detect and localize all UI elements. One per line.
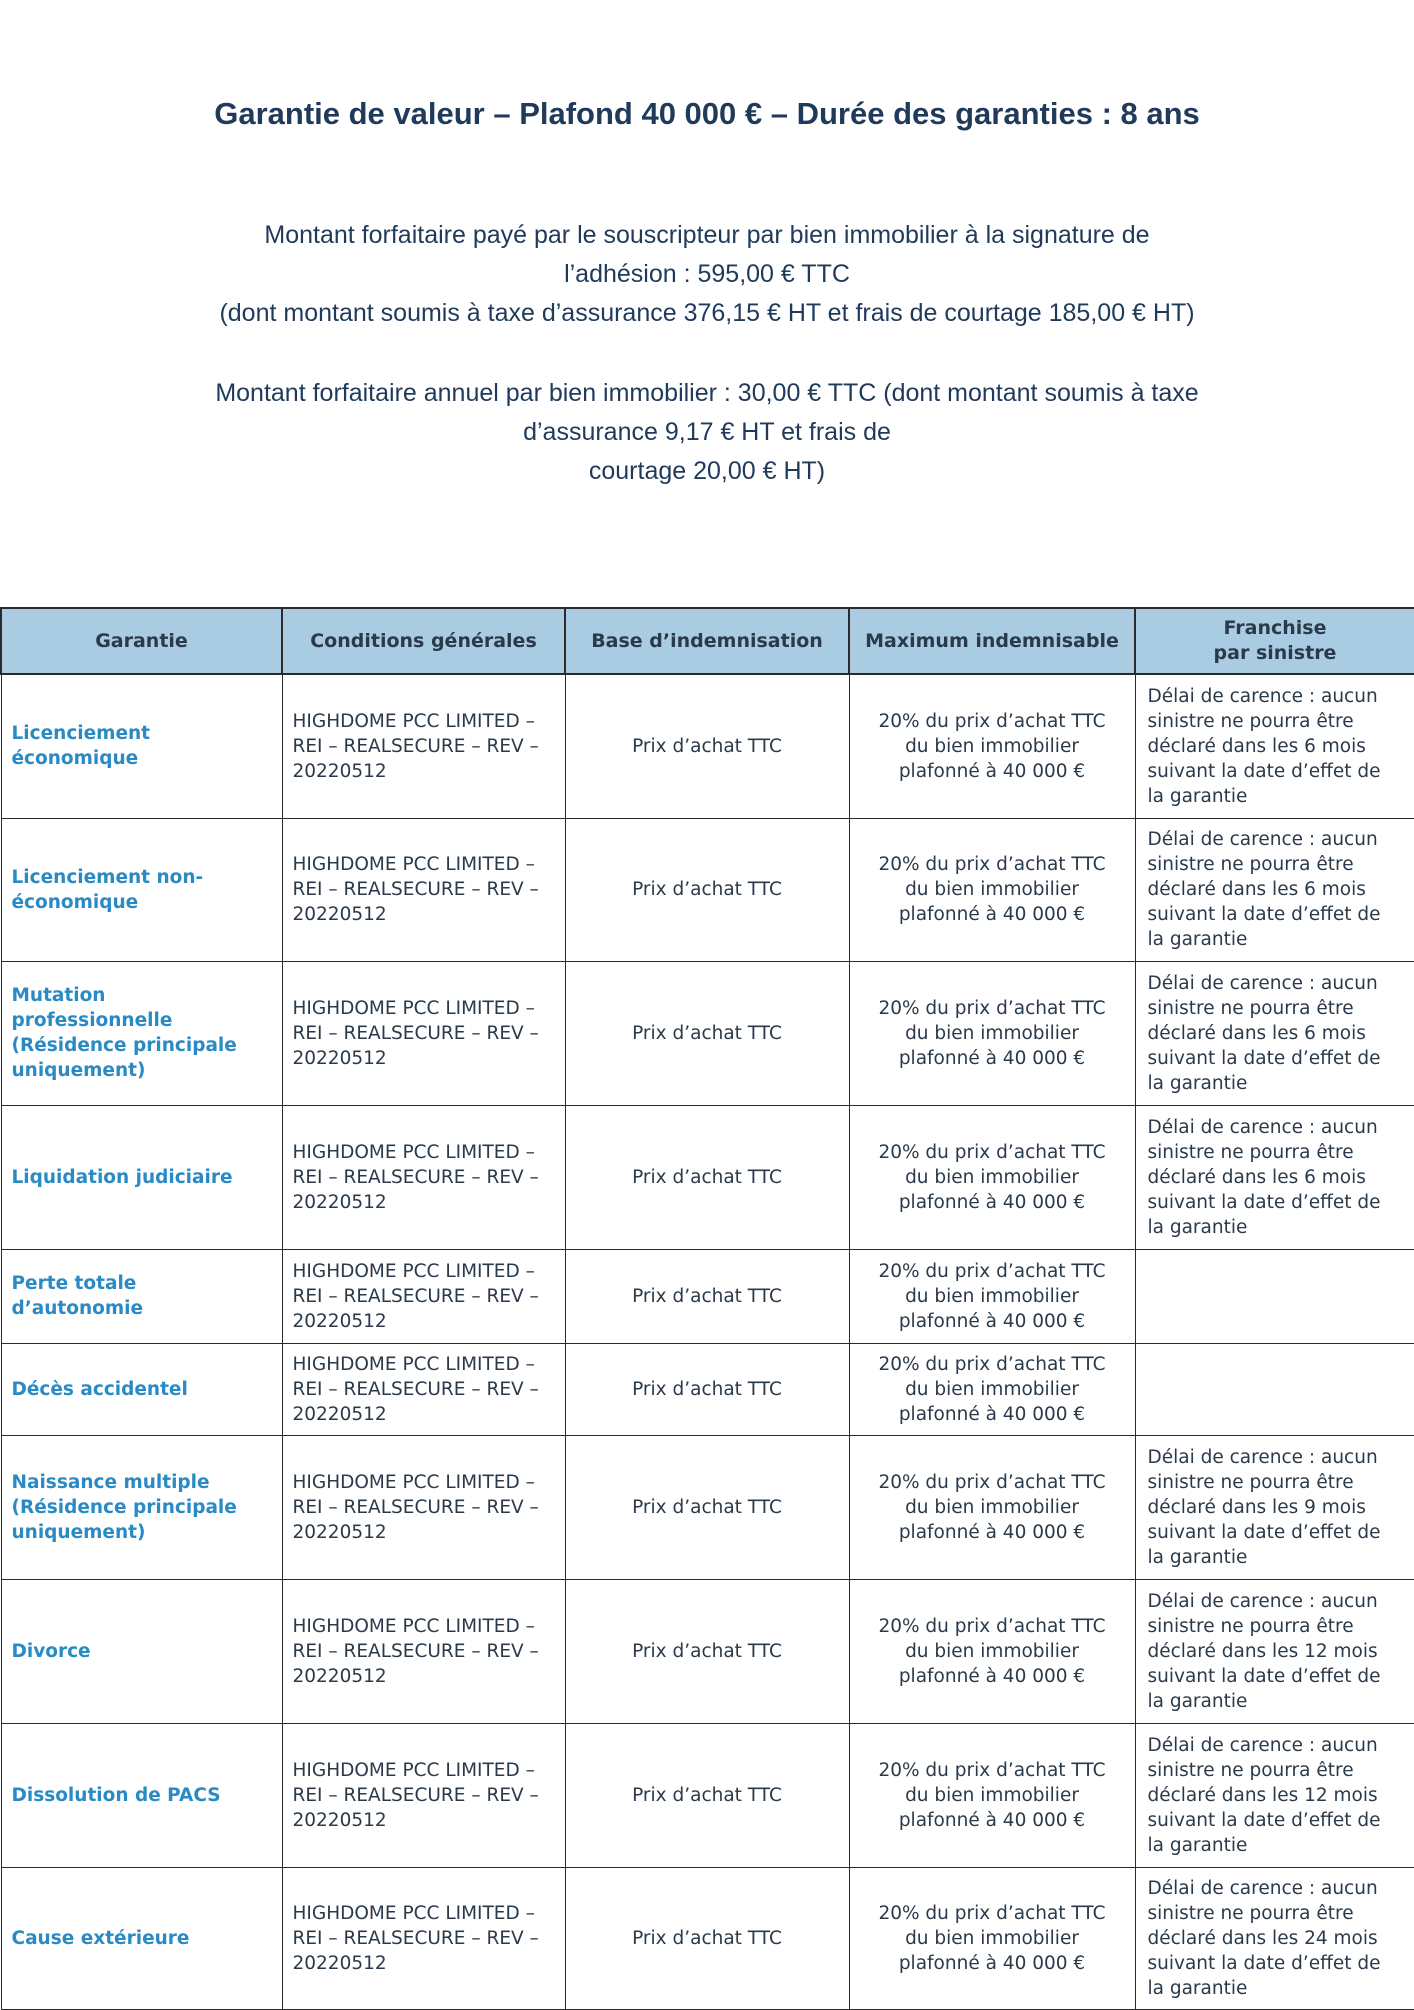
garantie-label: Mutation professionnelle (Résidence principale uniquement) [11, 985, 237, 1081]
cell-maximum: 20% du prix d’achat TTC du bien immobilier plafonné à 40 000 € [849, 818, 1135, 961]
cell-garantie [1, 961, 282, 1105]
cell-base: Prix d’achat TTC [565, 818, 849, 961]
cell-base: Prix d’achat TTC [565, 1249, 849, 1343]
cell-base: Prix d’achat TTC [565, 1435, 849, 1579]
cell-conditions: HIGHDOME PCC LIMITED – REI – REALSECURE – REV – 20220512 [282, 674, 565, 818]
cell-franchise: Délai de carence : aucun sinistre ne pourra être déclaré dans les 6 mois suivant la date d’effet de la garantie [1135, 1105, 1414, 1249]
cell-base: Prix d’achat TTC [565, 1579, 849, 1723]
cell-conditions: HIGHDOME PCC LIMITED – REI – REALSECURE – REV – 20220512 [282, 818, 565, 961]
cell-conditions: HIGHDOME PCC LIMITED – REI – REALSECURE – REV – 20220512 [282, 1343, 565, 1435]
table-row [1, 1435, 1414, 1579]
header-garantie: Garantie [1, 608, 282, 674]
page-title: Garantie de valeur – Plafond 40 000 € – Durée des garanties : 8 ans [214, 96, 1200, 131]
header-franchise: Franchise par sinistre [1135, 608, 1414, 674]
table-row [1, 961, 1414, 1105]
cell-base: Prix d’achat TTC [565, 1867, 849, 2009]
cell-conditions: HIGHDOME PCC LIMITED – REI – REALSECURE – REV – 20220512 [282, 961, 565, 1105]
cell-garantie [1, 1435, 282, 1579]
cell-conditions: HIGHDOME PCC LIMITED – REI – REALSECURE – REV – 20220512 [282, 1105, 565, 1249]
cell-maximum: 20% du prix d’achat TTC du bien immobilier plafonné à 40 000 € [849, 1343, 1135, 1435]
garantie-label: Licenciement non- économique [11, 866, 204, 913]
intro-text-adhesion: Montant forfaitaire payé par le souscripteur par bien immobilier à la signature de l’adhésion : 595,00 € TTC (dont montant soumis à taxe d’assurance 376,15 € HT et frais de courtage 185,00 € HT) [219, 221, 1195, 327]
cell-maximum: 20% du prix d’achat TTC du bien immobilier plafonné à 40 000 € [849, 1579, 1135, 1723]
cell-conditions: HIGHDOME PCC LIMITED – REI – REALSECURE – REV – 20220512 [282, 1249, 565, 1343]
garantie-label: Licenciement économique [11, 723, 157, 770]
cell-garantie [1, 674, 282, 818]
cell-conditions: HIGHDOME PCC LIMITED – REI – REALSECURE – REV – 20220512 [282, 1435, 565, 1579]
garantie-label: Dissolution de PACS [11, 1784, 221, 1806]
cell-base: Prix d’achat TTC [565, 1723, 849, 1867]
header-conditions-generales: Conditions générales [282, 608, 565, 674]
garantie-label: Divorce [11, 1640, 91, 1662]
intro-paragraph-annual [120, 374, 1294, 491]
cell-maximum: 20% du prix d’achat TTC du bien immobilier plafonné à 40 000 € [849, 1867, 1135, 2009]
cell-franchise: Délai de carence : aucun sinistre ne pourra être déclaré dans les 24 mois suivant la date d’effet de la garantie [1135, 1867, 1414, 2009]
cell-maximum: 20% du prix d’achat TTC du bien immobilier plafonné à 40 000 € [849, 1723, 1135, 1867]
cell-franchise [1135, 1343, 1414, 1435]
cell-garantie [1, 1867, 282, 2009]
guarantee-table [0, 607, 1414, 2010]
cell-maximum: 20% du prix d’achat TTC du bien immobilier plafonné à 40 000 € [849, 961, 1135, 1105]
cell-conditions: HIGHDOME PCC LIMITED – REI – REALSECURE – REV – 20220512 [282, 1867, 565, 2009]
table-row [1, 1579, 1414, 1723]
garantie-label: Naissance multiple (Résidence principale uniquement) [11, 1471, 237, 1543]
cell-base: Prix d’achat TTC [565, 961, 849, 1105]
cell-maximum: 20% du prix d’achat TTC du bien immobilier plafonné à 40 000 € [849, 674, 1135, 818]
cell-garantie [1, 1723, 282, 1867]
header-maximum-indemnisable: Maximum indemnisable [849, 608, 1135, 674]
cell-garantie [1, 1343, 282, 1435]
table-row [1, 1249, 1414, 1343]
garantie-label: Décès accidentel [11, 1378, 188, 1400]
cell-franchise: Délai de carence : aucun sinistre ne pourra être déclaré dans les 9 mois suivant la date d’effet de la garantie [1135, 1435, 1414, 1579]
cell-garantie [1, 818, 282, 961]
cell-conditions: HIGHDOME PCC LIMITED – REI – REALSECURE – REV – 20220512 [282, 1579, 565, 1723]
cell-base: Prix d’achat TTC [565, 674, 849, 818]
garantie-label: Perte totale d’autonomie [11, 1273, 144, 1319]
cell-base: Prix d’achat TTC [565, 1343, 849, 1435]
table-row [1, 1343, 1414, 1435]
cell-franchise: Délai de carence : aucun sinistre ne pourra être déclaré dans les 6 mois suivant la date d’effet de la garantie [1135, 961, 1414, 1105]
cell-franchise [1135, 1249, 1414, 1343]
table-header-row [1, 608, 1414, 674]
intro-text-annual: Montant forfaitaire annuel par bien immobilier : 30,00 € TTC (dont montant soumis à taxe d’assurance 9,17 € HT et frais de courtage 20,00 € HT) [215, 379, 1199, 485]
cell-garantie [1, 1579, 282, 1723]
cell-conditions: HIGHDOME PCC LIMITED – REI – REALSECURE – REV – 20220512 [282, 1723, 565, 1867]
garantie-label: Cause extérieure [11, 1927, 190, 1949]
cell-franchise: Délai de carence : aucun sinistre ne pourra être déclaré dans les 12 mois suivant la date d’effet de la garantie [1135, 1579, 1414, 1723]
table-row [1, 1723, 1414, 1867]
cell-franchise: Délai de carence : aucun sinistre ne pourra être déclaré dans les 6 mois suivant la date d’effet de la garantie [1135, 674, 1414, 818]
cell-maximum: 20% du prix d’achat TTC du bien immobilier plafonné à 40 000 € [849, 1435, 1135, 1579]
table-row [1, 1867, 1414, 2009]
table-row [1, 674, 1414, 818]
table-row [1, 1105, 1414, 1249]
cell-maximum: 20% du prix d’achat TTC du bien immobilier plafonné à 40 000 € [849, 1105, 1135, 1249]
garantie-label: Liquidation judiciaire [11, 1166, 233, 1188]
cell-maximum: 20% du prix d’achat TTC du bien immobilier plafonné à 40 000 € [849, 1249, 1135, 1343]
cell-garantie [1, 1105, 282, 1249]
header-base-indemnisation: Base d’indemnisation [565, 608, 849, 674]
table-row [1, 818, 1414, 961]
cell-base: Prix d’achat TTC [565, 1105, 849, 1249]
intro-paragraph-adhesion [120, 216, 1294, 333]
cell-franchise: Délai de carence : aucun sinistre ne pourra être déclaré dans les 6 mois suivant la date d’effet de la garantie [1135, 818, 1414, 961]
cell-garantie [1, 1249, 282, 1343]
cell-franchise: Délai de carence : aucun sinistre ne pourra être déclaré dans les 12 mois suivant la date d’effet de la garantie [1135, 1723, 1414, 1867]
